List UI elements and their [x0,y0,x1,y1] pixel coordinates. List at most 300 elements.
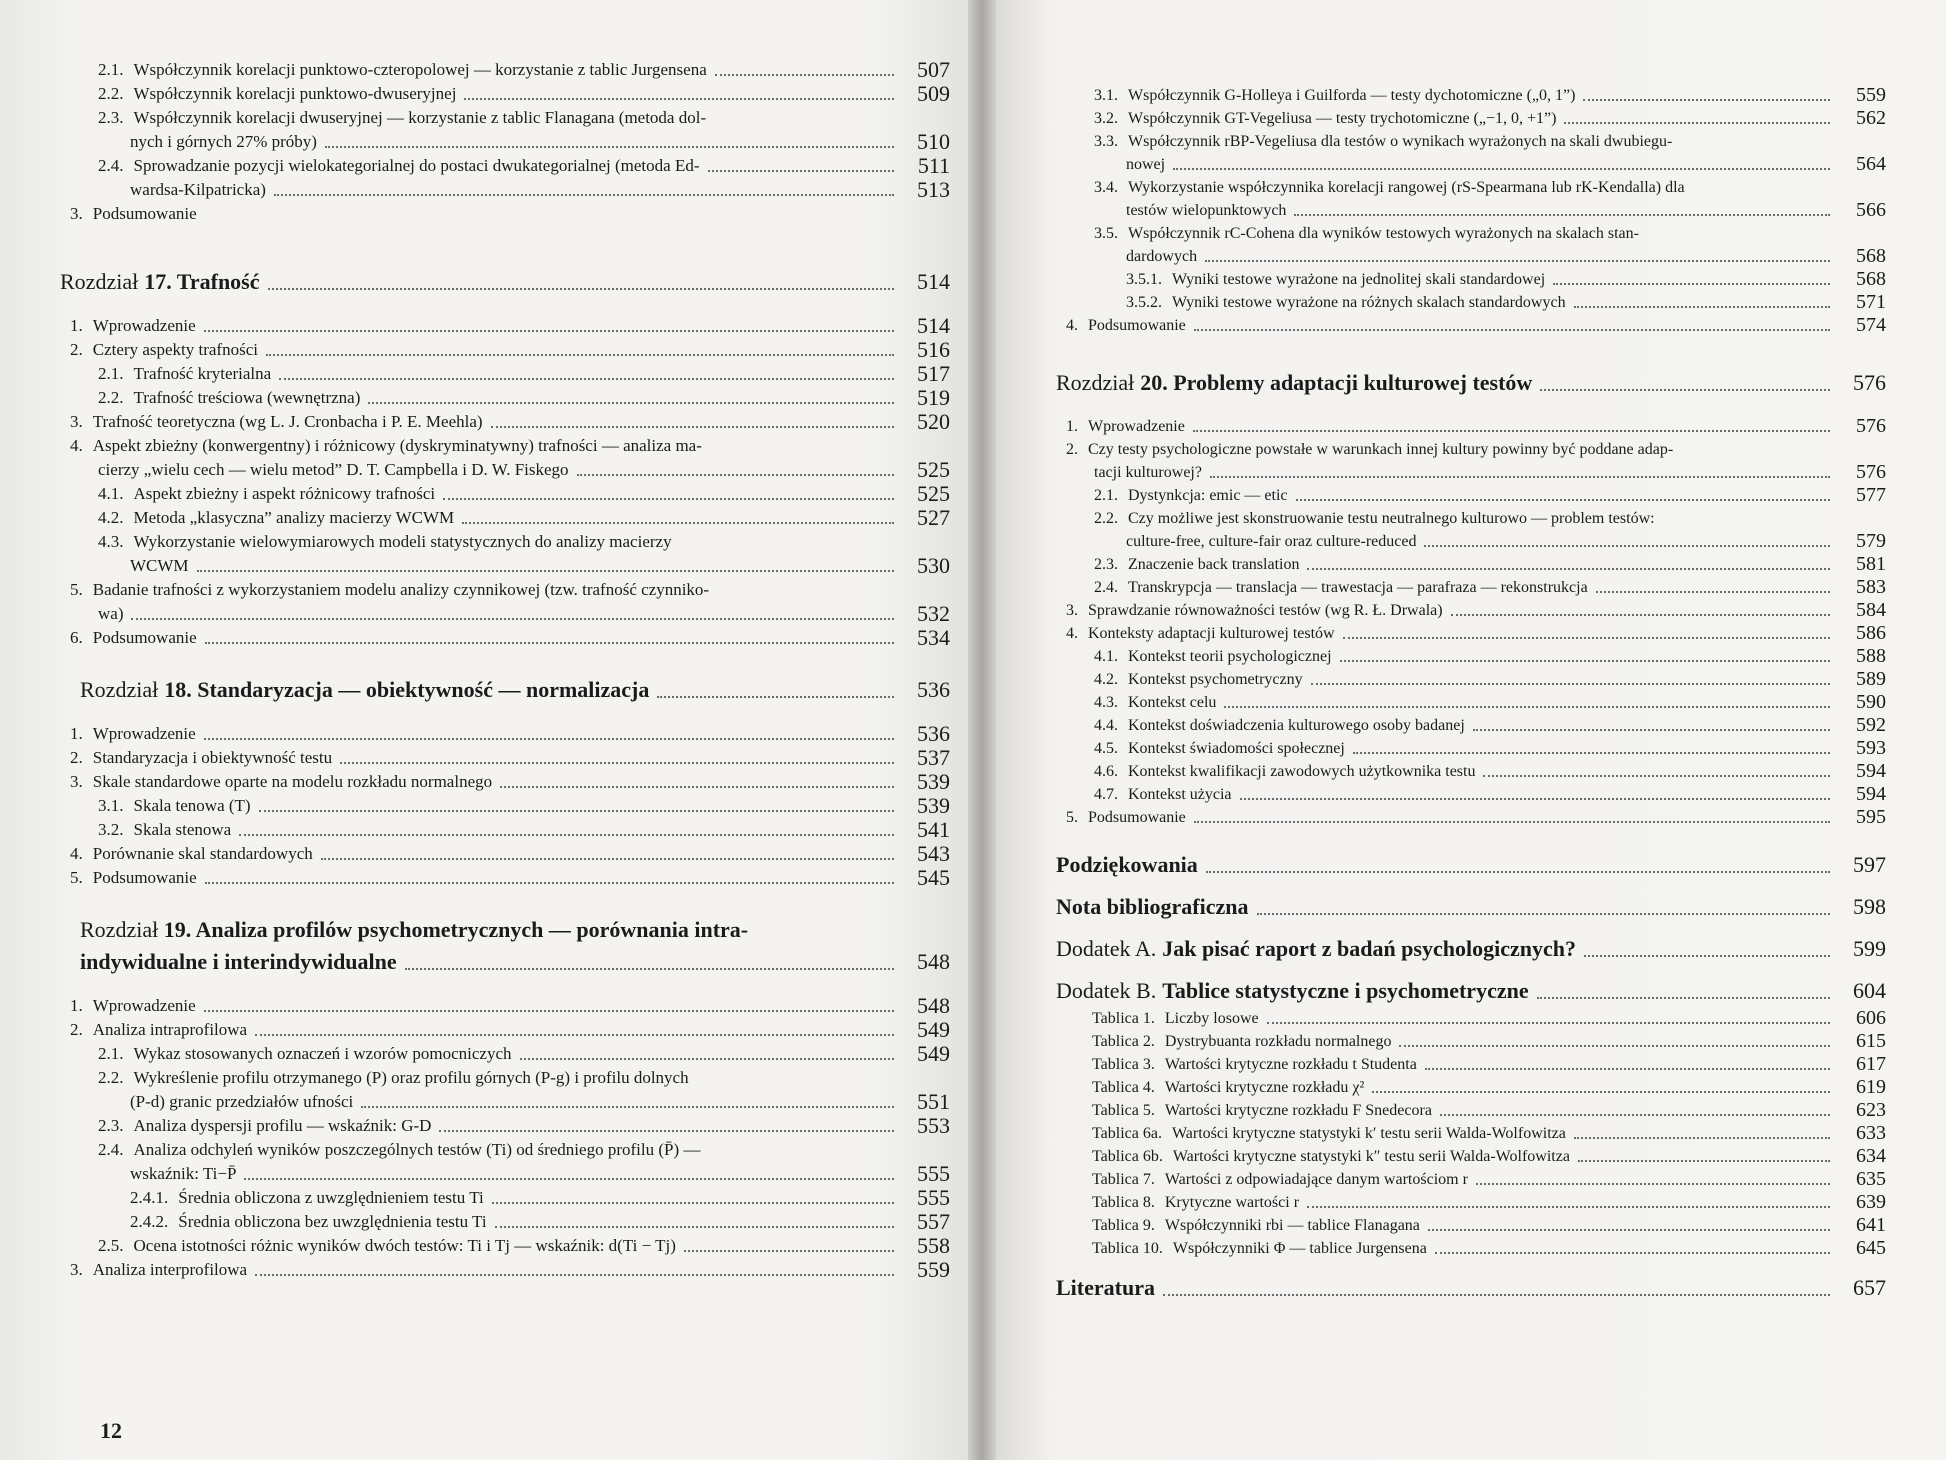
table-number: Tablica 10. [1092,1240,1163,1257]
dot-leader [204,330,894,332]
entry-title: nych i górnych 27% próby) [130,132,317,151]
entry-page: 590 [1856,691,1886,713]
entry-page: 520 [917,409,950,434]
entry-title: Jak pisać raport z badań psychologicznych? [1162,936,1576,961]
toc-entry [60,746,950,770]
entry-page: 519 [917,385,950,410]
entry-page: 598 [1853,894,1886,919]
dot-leader [1473,729,1830,731]
entry-page: 593 [1856,737,1886,759]
chapter-19-heading [60,914,950,978]
entry-title: Podziękowania [1056,852,1198,877]
entry-title: Współczynnik rBP-Vegeliusa dla testów o wynikach wyrażonych na skali dwubiegu- [1128,133,1673,150]
toc-entry [60,842,950,866]
toc-entry [60,1138,950,1162]
entry-number: 2.2. [98,388,124,407]
toc-entry [60,202,950,226]
entry-title: Trafność teoretyczna (wg L. J. Cronbacha i P. E. Meehla) [92,412,483,431]
toc-entry [60,866,950,890]
dot-leader [1451,614,1830,616]
entry-page: 536 [917,721,950,746]
table-entry [1056,1191,1886,1214]
entry-title: Kontekst teorii psychologicznej [1128,648,1332,665]
entry-title: Analiza odchyleń wyników poszczególnych testów (Ti) od średniego profilu (P̄) — [133,1140,701,1159]
entry-page: 562 [1856,107,1886,129]
entry-number: 2.4.2. [130,1212,169,1231]
entry-title: Skala stenowa [133,820,232,839]
back-matter-list [1056,849,1886,1007]
entry-title: testów wielopunktowych [1126,202,1287,219]
toc-entry [1056,714,1886,737]
toc-entry [60,1018,950,1042]
entry-title: Podsumowanie [92,868,197,887]
chapter-page: 536 [917,677,950,702]
entry-title: nowej [1126,156,1166,173]
chapter-prefix: Rozdział [60,269,139,294]
entry-number: 2.4. [98,156,124,175]
entry-title: Tablice statystyczne i psychometryczne [1162,978,1529,1003]
entry-number: 2.1. [98,60,124,79]
chapter-page: 548 [917,949,950,974]
entry-page: 568 [1856,245,1886,267]
table-title: Wartości krytyczne rozkładu F Snedecora [1164,1102,1432,1119]
entry-page: 604 [1853,978,1886,1003]
entry-number: 4.3. [98,532,124,551]
entry-page: 551 [917,1089,950,1114]
toc-entry [1056,691,1886,714]
entry-title: cierzy „wielu cech — wielu metod” D. T. Campbella i D. W. Fiskego [98,460,569,479]
toc-entry [60,554,950,578]
entry-number: 3. [70,412,83,431]
toc-entry [60,994,950,1018]
entry-number: 2.2. [1094,510,1118,527]
entry-page: 599 [1853,936,1886,961]
entry-number: 3.5.2. [1126,294,1162,311]
dot-leader [443,498,894,500]
entry-page: 589 [1856,668,1886,690]
entry-title: Aspekt zbieżny i aspekt różnicowy trafności [133,484,436,503]
entry-title: Analiza dyspersji profilu — wskaźnik: G-D [133,1116,432,1135]
dot-leader [279,378,894,380]
dot-leader [1578,1160,1830,1162]
dot-leader [368,402,894,404]
entry-title: Badanie trafności z wykorzystaniem modelu analizy czynnikowej (tzw. trafność czynniko- [92,580,710,599]
entry-number: 6. [70,628,83,647]
toc-entry [1056,507,1886,530]
entry-page: 537 [917,745,950,770]
entry-title: Średnia obliczona z uwzględnieniem testu Ti [178,1188,484,1207]
dot-leader [1224,706,1830,708]
entry-page: 584 [1856,599,1886,621]
dot-leader [1424,545,1830,547]
toc-entry [1056,806,1886,829]
back-matter-entry [1056,849,1886,881]
chapter-title: 20. Problemy adaptacji kulturowej testów [1140,370,1533,395]
chapter-17-heading [60,266,950,298]
dot-leader [1553,283,1830,285]
table-number: Tablica 5. [1092,1102,1155,1119]
entry-page: 592 [1856,714,1886,736]
entry-title: Wykorzystanie współczynnika korelacji rangowej (rS-Spearmana lub rK-Kendalla) dla [1128,179,1685,196]
entry-title: Podsumowanie [92,628,197,647]
entry-page: 549 [917,1017,950,1042]
entry-title: (P-d) granic przedziałów ufności [130,1092,354,1111]
table-number: Tablica 3. [1092,1056,1155,1073]
table-page: 634 [1856,1145,1886,1167]
entry-title: Wprowadzenie [92,316,196,335]
entry-page: 517 [917,361,950,386]
entry-page: 553 [917,1113,950,1138]
table-title: Dystrybuanta rozkładu normalnego [1164,1033,1392,1050]
toc-entry [1056,84,1886,107]
entry-prefix: Dodatek A. [1056,936,1157,961]
toc-entry [1056,291,1886,314]
entry-number: 2.4.1. [130,1188,169,1207]
entry-number: 2.3. [1094,556,1118,573]
table-entry [1056,1168,1886,1191]
dot-leader [1476,1183,1830,1185]
entry-prefix: Dodatek B. [1056,978,1157,1003]
entry-title: Wprowadzenie [1088,418,1185,435]
toc-entry [1056,176,1886,199]
dot-leader [131,618,894,620]
toc-entry [1056,737,1886,760]
back-matter-entry [1056,933,1886,965]
entry-number: 2. [70,340,83,359]
entry-page: 534 [917,625,950,650]
entry-number: 1. [70,996,83,1015]
toc-entry [60,338,950,362]
entry-page: 586 [1856,622,1886,644]
entry-page: 549 [917,1041,950,1066]
entry-page: 574 [1856,314,1886,336]
toc-entry [60,1114,950,1138]
dot-leader [1584,955,1830,957]
entry-number: 3.2. [98,820,124,839]
entry-title: Sprowadzanie pozycji wielokategorialnej do postaci dwukategorialnej (metoda Ed- [133,156,700,175]
toc-entry [1056,783,1886,806]
table-number: Tablica 6a. [1092,1125,1162,1142]
entry-page: 555 [917,1185,950,1210]
table-page: 639 [1856,1191,1886,1213]
toc-entry [60,58,950,82]
entry-title: Skala tenowa (T) [133,796,251,815]
table-title: Wartości krytyczne rozkładu χ² [1164,1079,1365,1096]
toc-entry [1056,530,1886,553]
toc-entry [1056,438,1886,461]
entry-title: Współczynnik korelacji punktowo-dwuseryjnej [133,84,457,103]
chapter-page: 514 [917,269,950,294]
dot-leader [1435,1252,1830,1254]
table-title: Krytyczne wartości r [1164,1194,1300,1211]
dot-leader [500,786,894,788]
dot-leader [1205,260,1830,262]
entry-number: 3. [70,1260,83,1279]
dot-leader [1425,1068,1830,1070]
entry-title: Kontekst celu [1128,694,1217,711]
entry-page: 513 [917,177,950,202]
entry-title: wskaźnik: Ti−P̄ [130,1164,237,1183]
entry-title: Czy testy psychologiczne powstałe w warunkach innej kultury powinny być poddane adap- [1088,441,1674,458]
entry-title: Współczynnik korelacji dwuseryjnej — korzystanie z tablic Flanagana (metoda dol- [133,108,707,127]
literature-entry [1056,1272,1886,1304]
entry-page: 597 [1853,852,1886,877]
entry-number: 5. [70,868,83,887]
dot-leader [259,810,894,812]
dot-leader [361,1106,894,1108]
table-entry [1056,1122,1886,1145]
dot-leader [1353,752,1830,754]
literature-page: 657 [1853,1275,1886,1300]
dot-leader [1267,1022,1830,1024]
entry-page: 568 [1856,268,1886,290]
entry-number: 1. [1066,418,1078,435]
dot-leader [1194,329,1830,331]
right-page [996,0,1946,1460]
table-page: 635 [1856,1168,1886,1190]
dot-leader [1596,591,1830,593]
entry-page: 557 [917,1209,950,1234]
chapter-prefix: Rozdział [80,677,159,702]
dot-leader [1311,683,1830,685]
entry-title: Wprowadzenie [92,996,196,1015]
dot-leader [1340,660,1830,662]
table-entry [1056,1076,1886,1099]
entry-title: Metoda „klasyczna” analizy macierzy WCWM [133,508,455,527]
left-page [0,0,968,1460]
toc-entry [60,386,950,410]
entry-number: 5. [1066,809,1078,826]
table-page: 615 [1856,1030,1886,1052]
entry-number: 2.1. [98,364,124,383]
table-page: 645 [1856,1237,1886,1259]
dot-leader [1537,997,1830,999]
chapter-20-list [1056,415,1886,829]
toc-entry [1056,245,1886,268]
entry-title: Cztery aspekty trafności [92,340,258,359]
dot-leader [577,474,894,476]
toc-entry [60,130,950,154]
entry-page: 510 [917,129,950,154]
toc-entry [1056,553,1886,576]
entry-page: 532 [917,601,950,626]
entry-title: Podsumowanie [1088,809,1186,826]
dot-leader [204,738,894,740]
dot-leader [1206,871,1830,873]
toc-entry [1056,484,1886,507]
toc-entry [1056,130,1886,153]
table-number: Tablica 2. [1092,1033,1155,1050]
toc-entry [60,578,950,602]
toc-entry [1056,222,1886,245]
dot-leader [1240,798,1830,800]
toc-entry [60,506,950,530]
table-page: 633 [1856,1122,1886,1144]
dot-leader [1399,1045,1830,1047]
entry-number: 2.2. [98,84,124,103]
page-number: 12 [100,1418,122,1443]
entry-title: Wykreślenie profilu otrzymanego (P) oraz profilu górnych (P-g) i profilu dolnych [133,1068,689,1087]
chapter-18-list [60,722,950,890]
entry-title: Dystynkcja: emic — etic [1128,487,1288,504]
entry-page: 514 [917,313,950,338]
table-title: Współczynniki Φ — tablice Jurgensena [1172,1240,1427,1257]
entry-title: Współczynnik G-Holleya i Guilforda — testy dychotomiczne („0, 1”) [1128,87,1576,104]
toc-entry [1056,668,1886,691]
toc-entry [60,314,950,338]
entry-page: 577 [1856,484,1886,506]
toc-entry [60,1186,950,1210]
entry-title: Znaczenie back translation [1128,556,1300,573]
entry-number: 3.2. [1094,110,1118,127]
entry-number: 4.6. [1094,763,1118,780]
entry-title: Aspekt zbieżny (konwergentny) i różnicowy (dyskryminatywny) trafności — analiza ma- [92,436,702,455]
entry-title: Wyniki testowe wyrażone na jednolitej skali standardowej [1172,271,1546,288]
toc-entry [60,1066,950,1090]
entry-number: 4. [70,844,83,863]
toc-entry [60,434,950,458]
entry-number: 3.1. [98,796,124,815]
entry-page: 530 [917,553,950,578]
entry-number: 2.1. [1094,487,1118,504]
table-number: Tablica 9. [1092,1217,1155,1234]
toc-entry [60,482,950,506]
table-entry [1056,1099,1886,1122]
back-matter-entry [1056,891,1886,923]
dot-leader [325,146,894,148]
toc-entry [1056,415,1886,438]
entry-number: 1. [70,724,83,743]
entry-page: 511 [917,153,950,178]
entry-number: 2. [70,748,83,767]
dot-leader [321,858,894,860]
toc-entry [1056,645,1886,668]
dot-leader [1428,1229,1830,1231]
entry-page: 541 [917,817,950,842]
entry-title: Analiza interprofilowa [92,1260,248,1279]
entry-number: 4.1. [1094,648,1118,665]
dot-leader [1574,306,1830,308]
toc-entry [60,458,950,482]
entry-number: 1. [70,316,83,335]
entry-title: Kontekst psychometryczny [1128,671,1303,688]
entry-number: 2. [70,1020,83,1039]
entry-page: 555 [917,1161,950,1186]
entry-number: 4.4. [1094,717,1118,734]
chapter-prefix: Rozdział [1056,370,1135,395]
entry-number: 5. [70,580,83,599]
chapter-prefix: Rozdział [80,917,159,942]
entry-number: 4. [70,436,83,455]
table-entry [1056,1237,1886,1260]
table-title: Liczby losowe [1164,1010,1259,1027]
entry-title: Porównanie skal standardowych [92,844,313,863]
entry-page: 594 [1856,783,1886,805]
entry-title: Wykaz stosowanych oznaczeń i wzorów pomocniczych [133,1044,512,1063]
entry-number: 2.1. [98,1044,124,1063]
entry-number: 4. [1066,625,1078,642]
entry-page: 539 [917,769,950,794]
entry-number: 2.2. [98,1068,124,1087]
entry-title: Podsumowanie [1088,317,1186,334]
entry-title: Wykorzystanie wielowymiarowych modeli statystycznych do analizy macierzy [133,532,672,551]
entry-page: 559 [1856,84,1886,106]
entry-page: 588 [1856,645,1886,667]
chapter-title-line2: indywidualne i interindywidualne [80,949,397,974]
table-page: 619 [1856,1076,1886,1098]
table-title: Wartości krytyczne rozkładu t Studenta [1164,1056,1417,1073]
entry-page: 595 [1856,806,1886,828]
entry-number: 4.5. [1094,740,1118,757]
entry-title: Współczynnik GT-Vegeliusa — testy trychotomiczne („−1, 0, +1”) [1128,110,1557,127]
toc-entry [60,178,950,202]
dot-leader [492,1202,894,1204]
toc-entry [1056,199,1886,222]
dot-leader [520,1058,894,1060]
back-matter-entry [1056,975,1886,1007]
dot-leader [495,1226,894,1228]
table-number: Tablica 1. [1092,1010,1155,1027]
dot-leader [204,1010,894,1012]
dot-leader [1574,1137,1830,1139]
toc-entry [1056,599,1886,622]
toc-entry [1056,107,1886,130]
entry-title: Nota bibliograficzna [1056,894,1249,919]
entry-title: wa) [98,604,124,623]
tables-list [1056,1007,1886,1260]
entry-number: 3. [70,772,83,791]
entry-page: 509 [917,81,950,106]
entry-page: 564 [1856,153,1886,175]
toc-entry [60,1042,950,1066]
entry-page: 571 [1856,291,1886,313]
dot-leader [1564,122,1830,124]
toc-entry [60,154,950,178]
dot-leader [1343,637,1830,639]
entry-page: 583 [1856,576,1886,598]
entry-title: tacji kulturowej? [1094,464,1202,481]
dot-leader [255,1034,894,1036]
dot-leader [205,882,894,884]
entry-title: Trafność kryterialna [133,364,272,383]
entry-page: 545 [917,865,950,890]
entry-title: Wprowadzenie [92,724,196,743]
dot-leader [1193,430,1830,432]
toc-entry [60,530,950,554]
entry-title: Analiza intraprofilowa [92,1020,248,1039]
entry-title: culture-free, culture-fair oraz culture-reduced [1126,533,1417,550]
chapter-title: 17. Trafność [144,269,260,294]
table-entry [1056,1007,1886,1030]
table-entry [1056,1030,1886,1053]
toc-entry [60,362,950,386]
dot-leader [462,522,894,524]
toc-entry [1056,461,1886,484]
toc-entry [1056,268,1886,291]
entry-title: Średnia obliczona bez uwzględnienia testu Ti [178,1212,487,1231]
table-title: Wartości krytyczne statystyki k′ testu serii Walda-Wolfowitza [1171,1125,1566,1142]
toc-entry [1056,576,1886,599]
entry-page: 543 [917,841,950,866]
toc-entry [60,1210,950,1234]
entry-number: 4.1. [98,484,124,503]
entry-number: 4.3. [1094,694,1118,711]
entry-title: Konteksty adaptacji kulturowej testów [1088,625,1335,642]
entry-number: 2.4. [1094,579,1118,596]
chapter-20-heading [1056,367,1886,399]
dot-leader [1372,1091,1830,1093]
entry-title: WCWM [130,556,189,575]
